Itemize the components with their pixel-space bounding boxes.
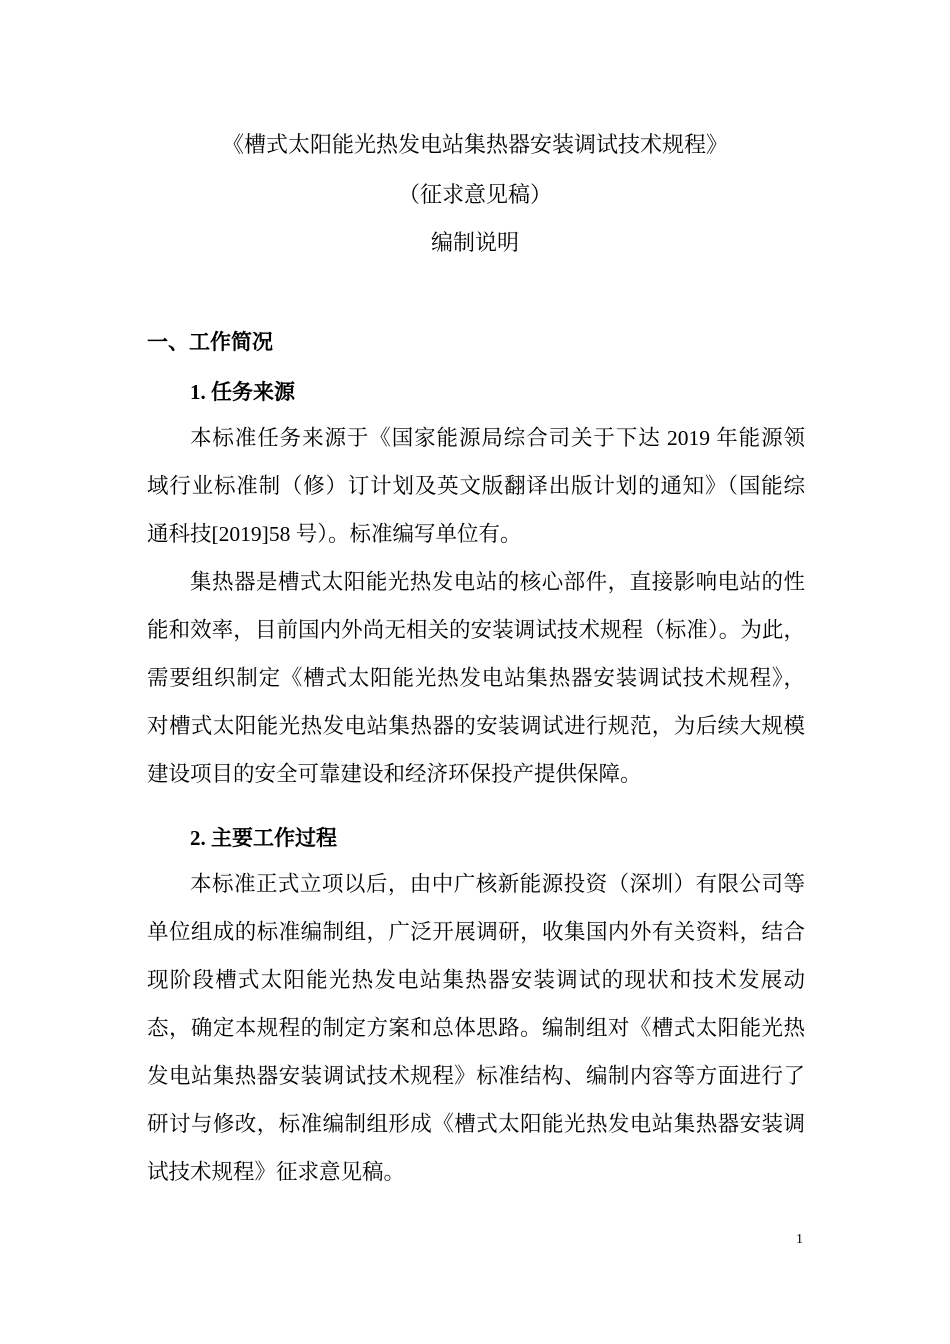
paragraph-work-process [147, 860, 805, 1196]
paragraph-line: 单位组成的标准编制组，广泛开展调研，收集国内外有关资料，结合 [147, 920, 805, 944]
paragraph-line: 通科技[2019]58 号）。标准编写单位有。 [147, 522, 522, 546]
page-number: 1 [796, 1232, 803, 1247]
subsection-heading-work-process: 2. 主要工作过程 [190, 826, 337, 850]
document-type: 编制说明 [430, 231, 519, 256]
paragraph-line: 发电站集热器安装调试技术规程》标准结构、编制内容等方面进行了 [147, 1064, 805, 1088]
paragraph-task-source [147, 414, 805, 558]
paragraph-line: 现阶段槽式太阳能光热发电站集热器安装调试的现状和技术发展动 [147, 968, 805, 992]
paragraph-line: 建设项目的安全可靠建设和经济环保投产提供保障。 [147, 762, 642, 786]
paragraph-line: 研讨与修改，标准编制组形成《槽式太阳能光热发电站集热器安装调 [147, 1112, 805, 1136]
subsection-heading-task-source: 1. 任务来源 [190, 380, 295, 404]
section-heading-1: 一、工作简况 [147, 330, 273, 354]
paragraph-line: 试技术规程》征求意见稿。 [147, 1160, 406, 1184]
paragraph-collector-importance [147, 558, 805, 798]
paragraph-line: 态，确定本规程的制定方案和总体思路。编制组对《槽式太阳能光热 [147, 1016, 805, 1040]
paragraph-line: 能和效率，目前国内外尚无相关的安装调试技术规程（标准）。为此， [147, 618, 805, 642]
paragraph-line: 对槽式太阳能光热发电站集热器的安装调试进行规范，为后续大规模 [147, 714, 805, 738]
paragraph-line: 本标准正式立项以后，由中广核新能源投资（深圳）有限公司等 [190, 872, 805, 896]
document-title: 《槽式太阳能光热发电站集热器安装调试技术规程》 [221, 133, 728, 158]
paragraph-line: 域行业标准制（修）订计划及英文版翻译出版计划的通知》（国能综 [147, 474, 805, 498]
document-subtitle: （征求意见稿） [397, 183, 552, 208]
paragraph-line: 本标准任务来源于《国家能源局综合司关于下达 2019 年能源领 [190, 426, 805, 450]
paragraph-line: 需要组织制定《槽式太阳能光热发电站集热器安装调试技术规程》， [147, 666, 805, 690]
paragraph-line: 集热器是槽式太阳能光热发电站的核心部件，直接影响电站的性 [190, 570, 805, 594]
